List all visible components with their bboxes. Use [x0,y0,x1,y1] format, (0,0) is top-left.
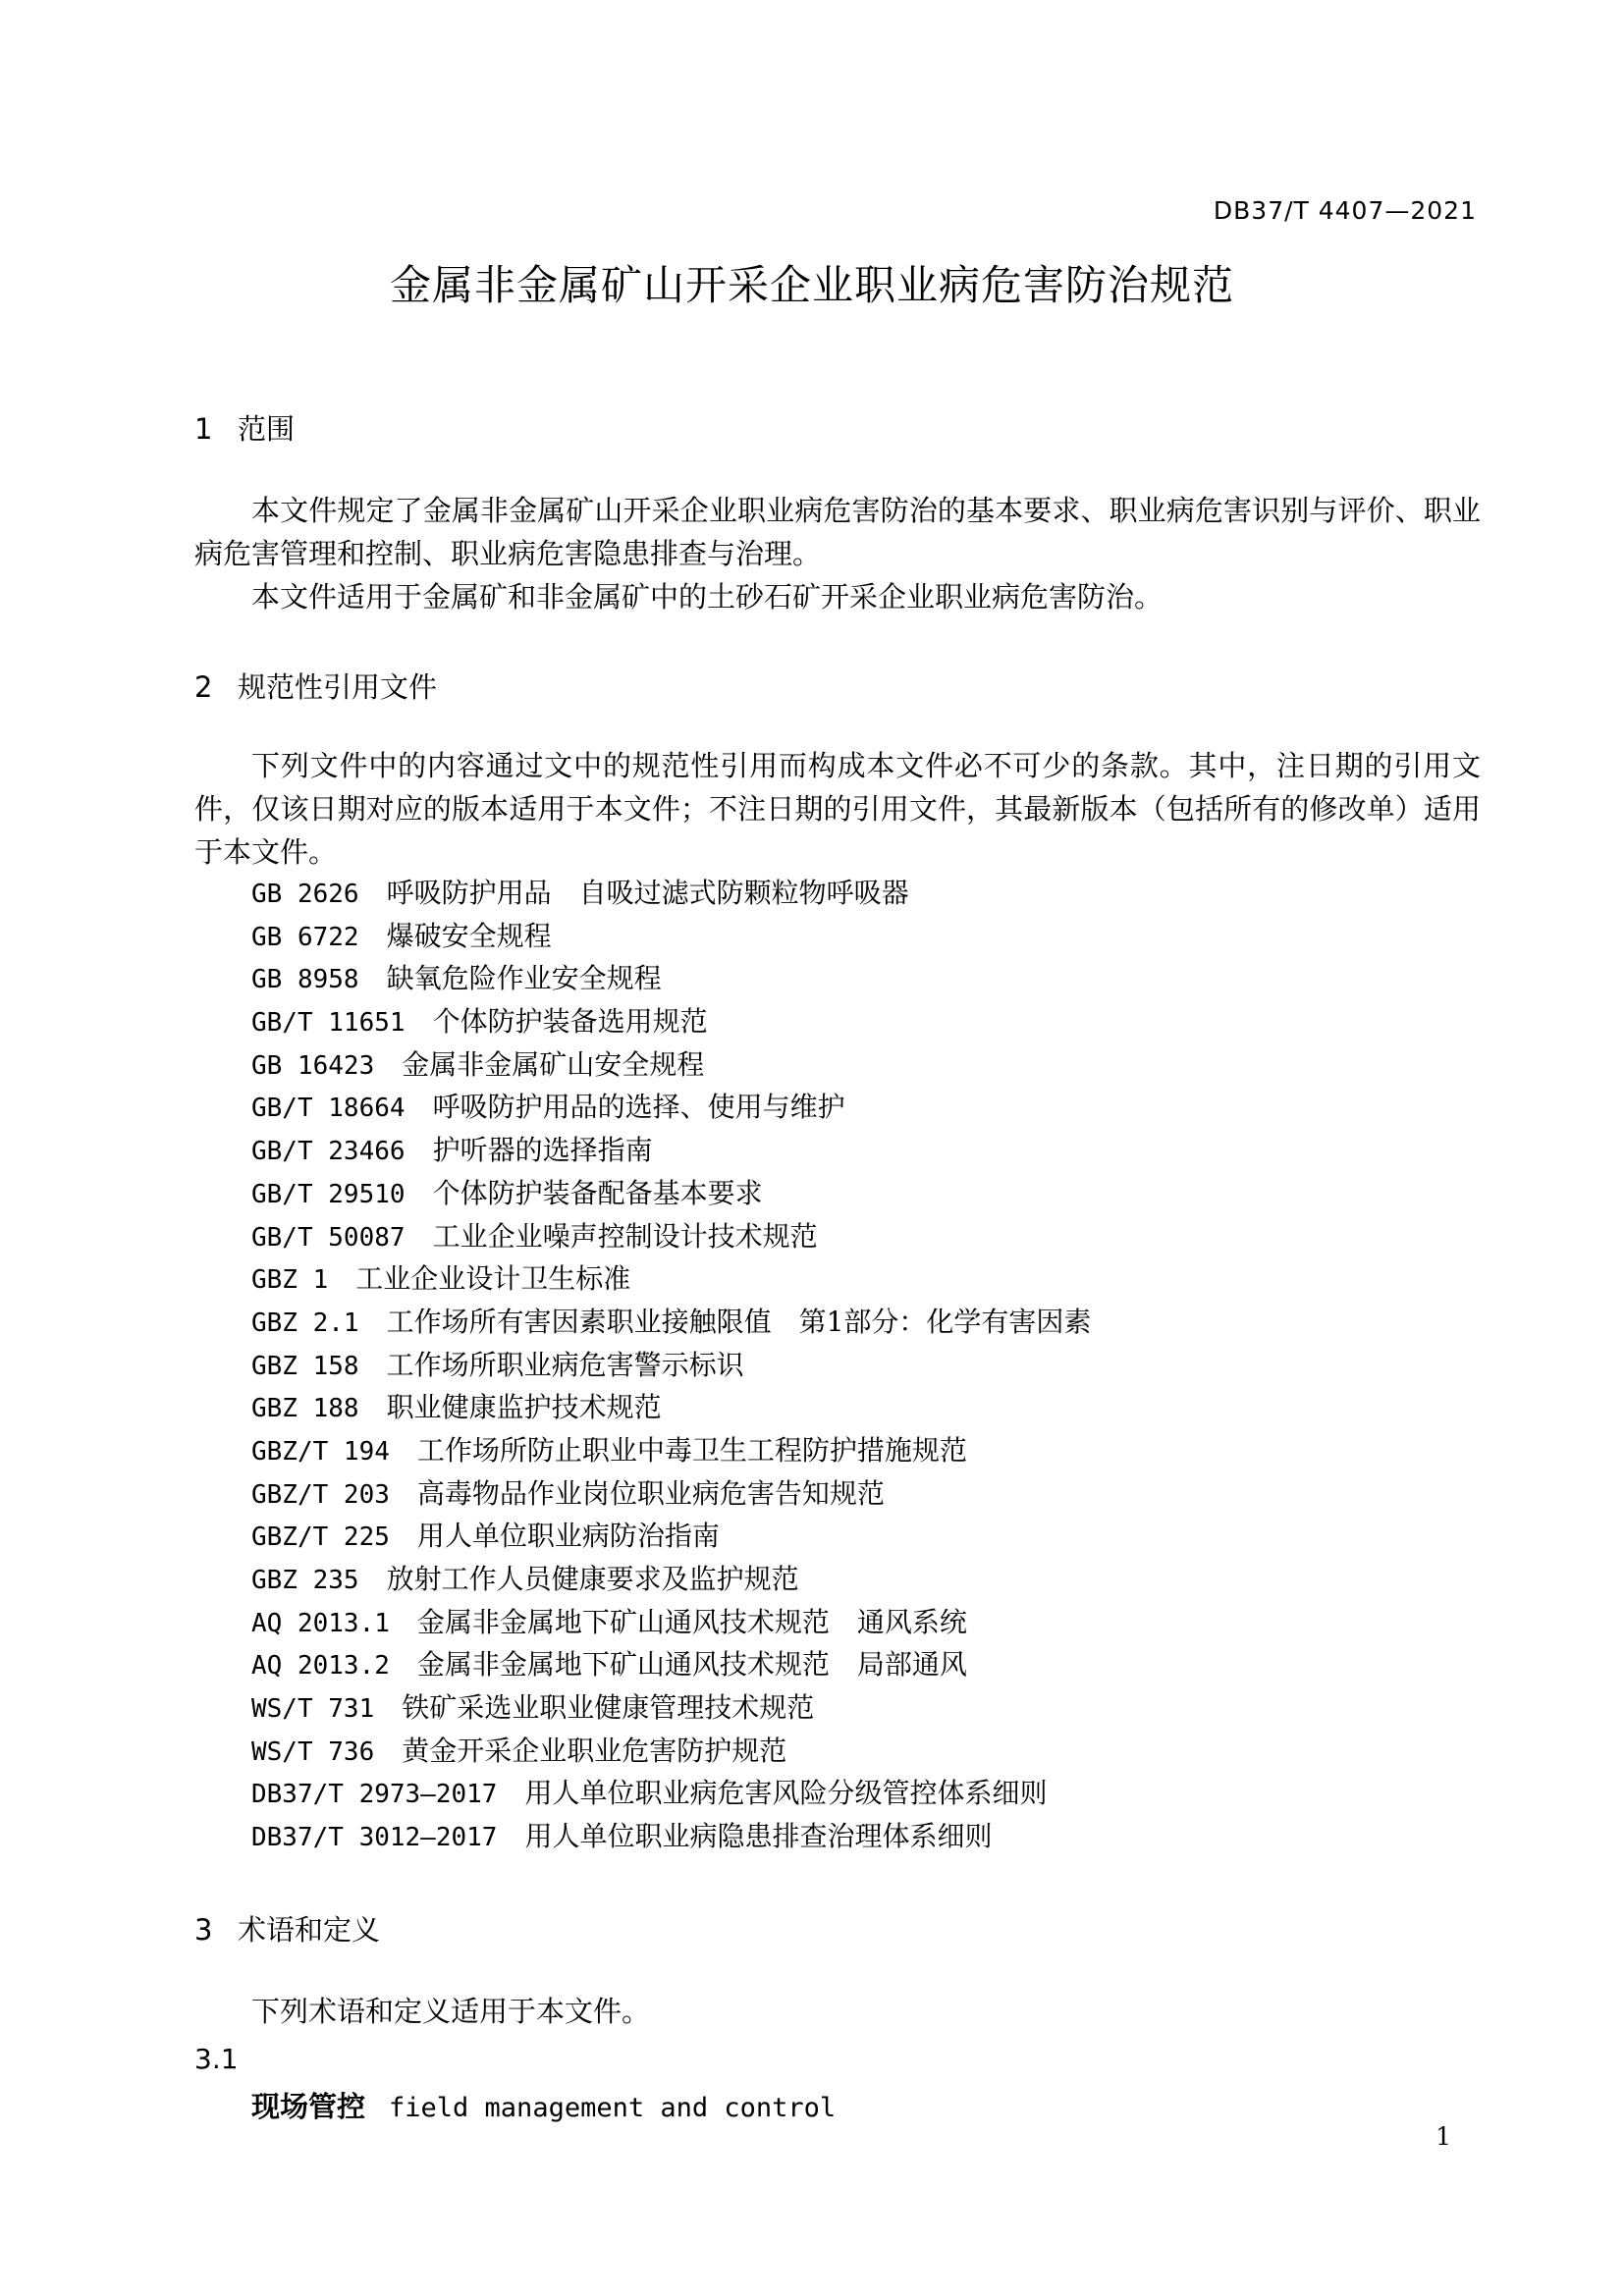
reference-item [251,1043,1091,1087]
reference-title: 金属非金属地下矿山通风技术规范 局部通风 [416,1648,967,1682]
reference-code: GB/T 11651 [251,1008,406,1039]
reference-code: DB37/T 3012—2017 [251,1823,498,1853]
reference-title: 个体防护装备选用规范 [432,1005,708,1039]
reference-code: GBZ 1 [251,1265,329,1296]
reference-title: 高毒物品作业岗位职业病危害告知规范 [416,1476,885,1510]
term-number: 3.1 [194,2043,239,2075]
references-intro: 下列文件中的内容通过文中的规范性引用而构成本文件必不可少的条款。其中，注日期的引用文件，仅该日期对应的版本适用于本文件；不注日期的引用文件，其最新版本（包括所有的修改单）适用于本文件。 [194,749,1481,869]
reference-code: GB/T 50087 [251,1222,406,1253]
reference-item [251,1558,1091,1601]
reference-item [251,1686,1091,1730]
reference-title: 放射工作人员健康要求及监护规范 [386,1563,799,1595]
reference-item [251,872,1091,915]
reference-item [251,1643,1091,1686]
reference-title: 黄金开采企业职业危害防护规范 [402,1734,787,1767]
section-heading-normative-references [194,666,437,706]
reference-title: 工业企业设计卫生标准 [355,1262,631,1296]
reference-item [251,1257,1091,1301]
standard-code: DB37/T 4407—2021 [1213,196,1477,225]
reference-code: GB 2626 [251,880,359,909]
reference-item [251,1772,1091,1815]
term-english: field management and control [389,2093,837,2123]
section-title: 术语和定义 [238,1913,381,1947]
reference-code: GBZ/T 194 [251,1436,390,1467]
reference-code: WS/T 736 [251,1736,375,1767]
section-number: 1 [194,412,213,446]
reference-code: GB/T 18664 [251,1094,406,1124]
section-number: 3 [194,1913,213,1947]
reference-code: GB/T 29510 [251,1179,406,1209]
reference-title: 个体防护装备配备基本要求 [432,1176,763,1209]
reference-title: 铁矿采选业职业健康管理技术规范 [402,1691,815,1725]
reference-title: 金属非金属矿山安全规程 [402,1047,705,1081]
reference-code: AQ 2013.2 [251,1651,390,1682]
scope-paragraph: 本文件规定了金属非金属矿山开采企业职业病危害防治的基本要求、职业病危害识别与评价、职业病危害管理和控制、职业病危害隐患排查与治理。 [194,494,1481,570]
scope-paragraph: 本文件适用于金属矿和非金属矿中的土砂石矿开采企业职业病危害防治。 [251,580,1164,614]
section-heading-terms [194,1908,380,1949]
reference-item [251,1515,1091,1558]
reference-code: DB37/T 2973—2017 [251,1780,498,1810]
reference-title: 缺氧危险作业安全规程 [386,962,662,995]
reference-title: 金属非金属地下矿山通风技术规范 通风系统 [416,1605,967,1638]
terms-intro: 下列术语和定义适用于本文件。 [251,1995,651,2028]
reference-code: GBZ/T 225 [251,1522,390,1553]
reference-item [251,957,1091,1000]
reference-title: 用人单位职业病防治指南 [416,1520,720,1553]
section-number: 2 [194,670,213,704]
reference-item [251,1429,1091,1472]
reference-title: 工作场所职业病危害警示标识 [386,1348,744,1381]
reference-title: 呼吸防护用品 自吸过滤式防颗粒物呼吸器 [386,877,909,909]
reference-code: GB 8958 [251,965,359,995]
reference-item [251,1172,1091,1215]
references-intro-block [194,744,1481,874]
reference-item [251,1086,1091,1129]
reference-code: GBZ 235 [251,1566,359,1595]
reference-code: GBZ 2.1 [251,1308,359,1338]
reference-title: 爆破安全规程 [386,919,552,952]
page-number: 1 [1435,2122,1451,2151]
terms-intro-block [194,1990,1481,2033]
reference-code: AQ 2013.1 [251,1608,390,1638]
term-chinese: 现场管控 [251,2090,366,2123]
reference-item [251,1815,1091,1858]
term-entry [251,2085,836,2125]
reference-item [251,915,1091,958]
reference-title: 用人单位职业病危害风险分级管控体系细则 [524,1777,1048,1810]
section-title: 规范性引用文件 [238,670,438,704]
reference-title: 工业企业噪声控制设计技术规范 [432,1219,818,1253]
reference-item [251,1601,1091,1644]
reference-item [251,1386,1091,1429]
reference-title: 用人单位职业病隐患排查治理体系细则 [524,1820,993,1853]
reference-code: GB 6722 [251,922,359,952]
section-title: 范围 [238,412,296,446]
reference-item [251,1000,1091,1043]
reference-code: GB/T 23466 [251,1137,406,1167]
document-title: 金属非金属矿山开采企业职业病危害防治规范 [389,261,1234,309]
reference-item [251,1215,1091,1258]
reference-item [251,1129,1091,1172]
reference-code: GBZ/T 203 [251,1479,390,1510]
reference-title: 呼吸防护用品的选择、使用与维护 [432,1091,845,1124]
reference-item [251,1730,1091,1773]
reference-item [251,1472,1091,1516]
reference-title: 工作场所有害因素职业接触限值 第1部分：化学有害因素 [386,1305,1092,1338]
section-heading-scope [194,407,295,448]
reference-item [251,1344,1091,1387]
reference-code: WS/T 731 [251,1694,375,1725]
reference-title: 职业健康监护技术规范 [386,1391,662,1424]
reference-list [251,872,1091,1858]
reference-code: GBZ 158 [251,1351,359,1381]
reference-title: 工作场所防止职业中毒卫生工程防护措施规范 [416,1433,967,1467]
scope-body [194,489,1481,618]
reference-item [251,1301,1091,1344]
reference-code: GBZ 188 [251,1394,359,1424]
reference-code: GB 16423 [251,1050,375,1081]
reference-title: 护听器的选择指南 [432,1134,653,1167]
